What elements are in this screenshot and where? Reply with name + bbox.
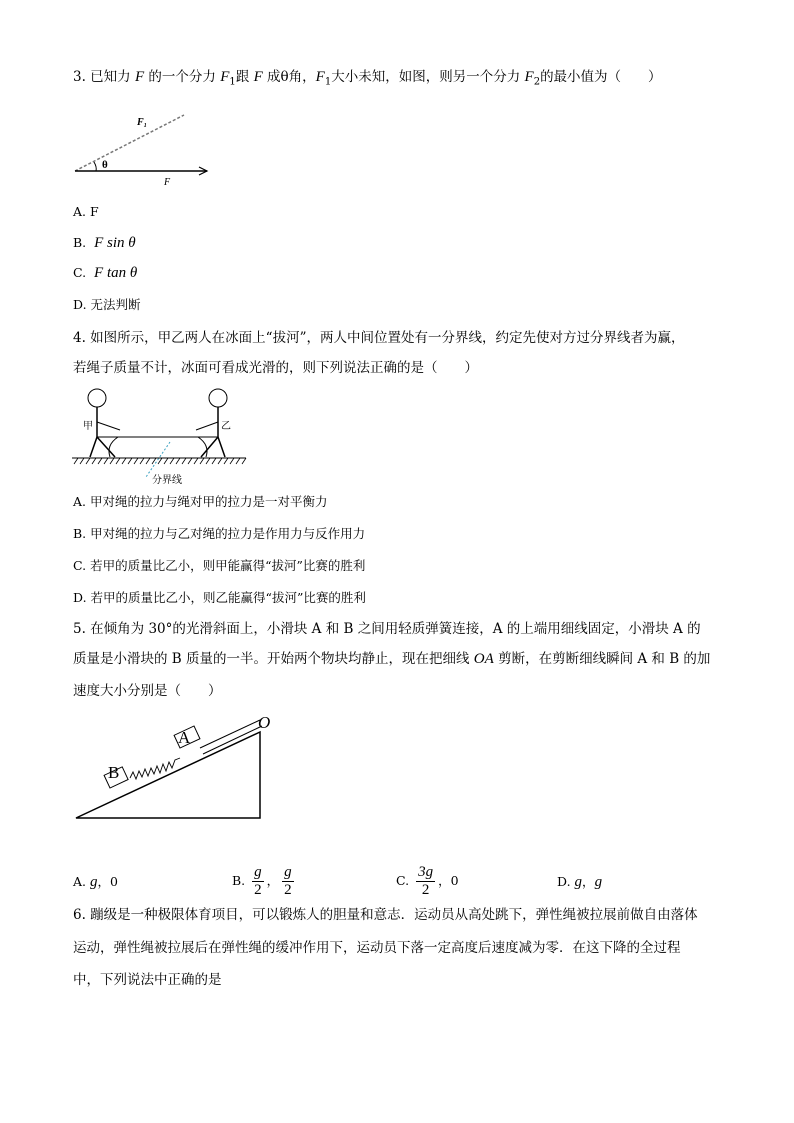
force-diagram — [72, 105, 217, 185]
label: A. — [73, 204, 87, 219]
label-b: B — [108, 763, 120, 782]
label-theta: θ — [102, 159, 108, 171]
var: F — [220, 69, 230, 85]
option-c — [73, 264, 137, 282]
option-a — [73, 493, 328, 511]
incline-diagram — [70, 710, 280, 825]
label: A. — [73, 494, 87, 509]
text: 甲对绳的拉力与乙对绳的拉力是作用力与反作用力 — [90, 526, 366, 541]
question-4-stem-line1: 4. 如图所示，甲乙两人在冰面上“拔河”，两人中间位置处有一分界线，约定先使对方过分界线者为赢， — [73, 330, 685, 346]
label-o: O — [258, 713, 271, 732]
question-6-stem-line3: 中，下列说法中正确的是 — [73, 972, 222, 988]
text: 跟 — [235, 69, 254, 85]
option-d — [557, 873, 602, 891]
denominator: 2 — [284, 882, 292, 898]
value: g — [594, 874, 603, 890]
text: 的一个分力 — [144, 69, 221, 85]
fraction — [416, 864, 435, 899]
var: F — [134, 69, 145, 85]
question-6-stem-line1: 6. 蹦级是一种极限体育项目，可以锻炼人的胆量和意志．运动员从高处跳下，弹性绳被拉展前做自由落体 — [73, 907, 698, 923]
label: B. — [73, 235, 87, 250]
question-3-stem — [73, 68, 662, 92]
text: 3. 已知力 — [73, 69, 135, 85]
var: OA — [473, 651, 494, 667]
text: 甲对绳的拉力与绳对甲的拉力是一对平衡力 — [90, 494, 328, 509]
text: F sin θ — [94, 235, 136, 251]
text: 若甲的质量比乙小，则乙能赢得“拔河”比赛的胜利 — [90, 590, 366, 605]
fraction — [252, 864, 264, 899]
sub: 1 — [229, 76, 236, 88]
text: 无法判断 — [90, 297, 141, 312]
question-5-stem-line1: 5. 在倾角为 30°的光滑斜面上，小滑块 A 和 B 之间用轻质弹簧连接，A 的上端用细线固定，小滑块 A 的 — [73, 621, 701, 637]
value: 0 — [110, 874, 118, 889]
option-b — [232, 864, 297, 899]
label: C. — [73, 265, 87, 280]
value: g — [90, 874, 98, 890]
question-5-stem-line3: 速度大小分别是（ ） — [73, 683, 222, 699]
label-a: A — [178, 728, 191, 747]
text: F — [90, 204, 99, 219]
label-f1: F₁ — [137, 117, 148, 128]
label: B. — [232, 873, 246, 888]
denominator: 2 — [254, 882, 262, 898]
numerator: g — [284, 864, 292, 880]
option-d — [73, 589, 366, 607]
text: 若甲的质量比乙小，则甲能赢得“拔河”比赛的胜利 — [90, 558, 366, 573]
label: D. — [557, 874, 571, 889]
option-a — [73, 873, 118, 891]
tug-of-war-diagram — [70, 385, 250, 485]
text: 剪断，在剪断细线瞬间 A 和 B 的加 — [493, 651, 711, 667]
label: C. — [396, 873, 410, 888]
sep: ， — [97, 874, 111, 889]
text: 大小未知，如图，则另一个分力 — [331, 69, 525, 85]
sub: 2 — [533, 76, 541, 88]
label: D. — [73, 297, 87, 312]
text: F tan θ — [94, 265, 138, 281]
label: A. — [73, 874, 87, 889]
option-b — [73, 525, 365, 543]
option-a — [73, 203, 99, 221]
question-5-stem-line2 — [73, 650, 710, 668]
text: 质量是小滑块的 B 质量的一半。开始两个物块均静止，现在把细线 — [73, 651, 474, 667]
option-b — [73, 234, 136, 252]
numerator: g — [254, 864, 262, 880]
fraction — [282, 864, 294, 899]
denominator: 2 — [421, 882, 430, 898]
sep: ， — [582, 874, 595, 889]
var: F — [253, 69, 263, 85]
label: C. — [73, 558, 87, 573]
question-6-stem-line2: 运动，弹性绳被拉展后在弹性绳的缓冲作用下，运动员下落一定高度后速度减为零．在这下降的全过程 — [73, 940, 681, 956]
sub: 1 — [324, 76, 332, 88]
value: 0 — [450, 873, 459, 888]
label: B. — [73, 526, 87, 541]
option-c — [396, 864, 459, 899]
sep: ， — [438, 873, 451, 888]
var: F — [524, 69, 534, 85]
option-c — [73, 557, 365, 575]
text: 成θ角， — [262, 69, 316, 85]
numerator: 3g — [418, 864, 434, 880]
sep: ， — [266, 873, 280, 888]
option-d — [73, 296, 141, 314]
question-4-stem-line2: 若绳子质量不计，冰面可看成光滑的，则下列说法正确的是（ ） — [73, 360, 478, 376]
label: D. — [73, 590, 87, 605]
value: g — [574, 874, 583, 890]
text: 的最小值为（ ） — [540, 69, 662, 85]
label-f: F — [164, 177, 171, 185]
label-boundary: 分界线 — [152, 475, 182, 485]
label-yi: 乙 — [221, 421, 231, 432]
label-jia: 甲 — [83, 421, 93, 432]
var: F — [315, 69, 325, 85]
